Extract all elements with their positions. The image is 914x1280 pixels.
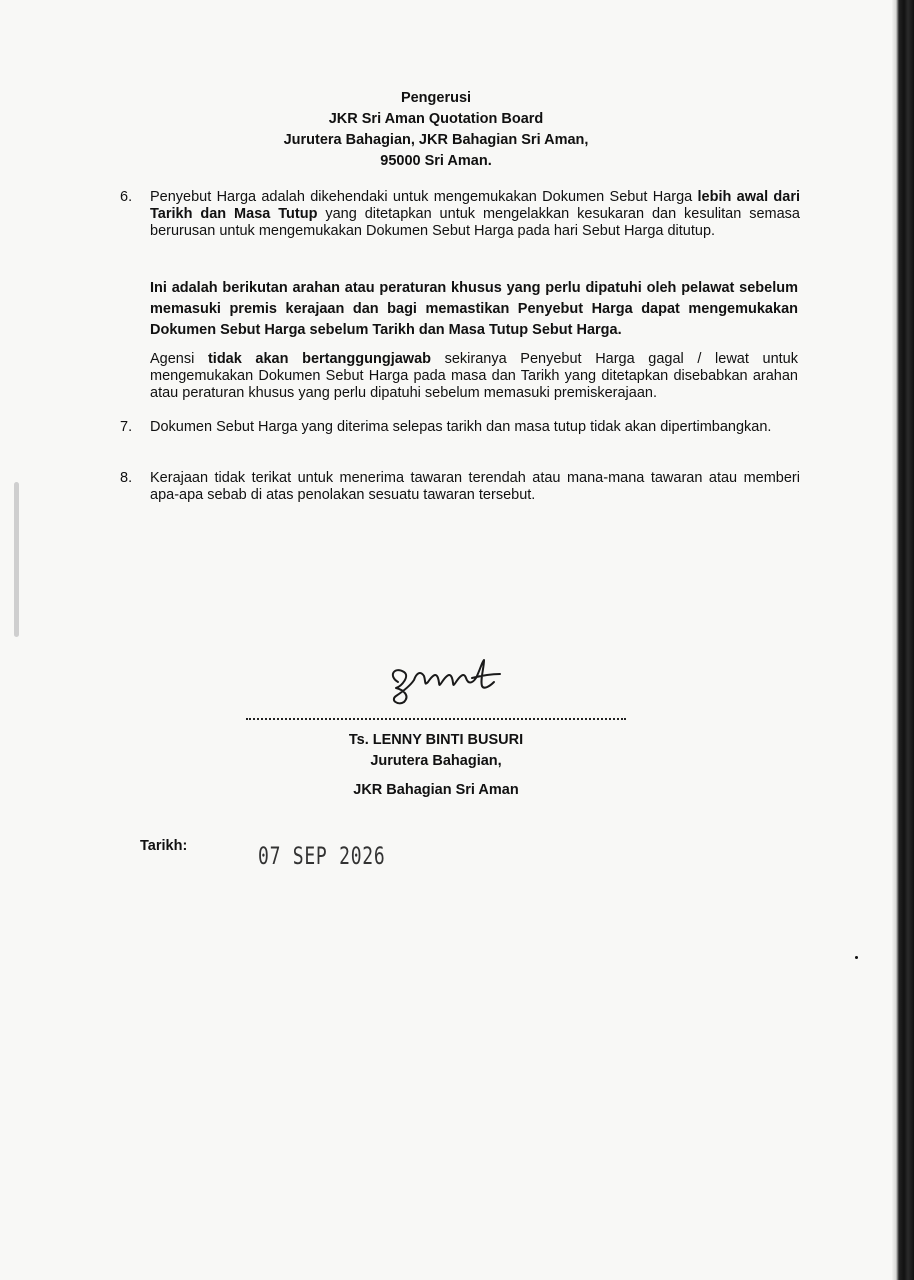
signer-title: Jurutera Bahagian, bbox=[370, 753, 502, 769]
addressee-block bbox=[0, 88, 872, 172]
clause-text: Dokumen Sebut Harga yang diterima selepas tarikh dan masa tutup tidak akan dipertimbangkan. bbox=[150, 419, 772, 435]
date-label: Tarikh: bbox=[140, 838, 188, 854]
scan-border bbox=[892, 0, 914, 1280]
clause-number: 8. bbox=[120, 470, 133, 486]
clause-8 bbox=[120, 470, 800, 504]
date-stamp: 07 SEP 2026 bbox=[258, 842, 386, 870]
addressee-line: 95000 Sri Aman. bbox=[380, 153, 492, 169]
clause-text-emphasis: lebih awal dari Tarikh dan Masa Tutup bbox=[150, 189, 801, 222]
scrollbar-thumb[interactable] bbox=[14, 482, 19, 637]
scan-speck bbox=[855, 956, 858, 959]
clause-text-part: Penyebut Harga adalah dikehendaki untuk mengemukakan Dokumen Sebut Harga bbox=[150, 189, 698, 205]
addressee-line: Pengerusi bbox=[400, 90, 472, 106]
clause-7 bbox=[120, 419, 800, 436]
clause-number: 6. bbox=[120, 189, 133, 205]
clause-6 bbox=[120, 189, 800, 240]
addressee-line: JKR Sri Aman Quotation Board bbox=[328, 111, 544, 127]
agency-text-part: Agensi bbox=[150, 351, 208, 367]
clause-text bbox=[150, 189, 800, 240]
clause-text: Kerajaan tidak terikat untuk menerima tawaran terendah atau mana-mana tawaran atau memberi apa-apa sebab di atas penolakan sesuatu tawaran tersebut. bbox=[150, 470, 800, 503]
clause-text-part: yang ditetapkan untuk mengelakkan kesukaran dan kesulitan semasa berurusan untuk mengemukakan Dokumen Sebut Harga pada hari Sebut Harga ditutup. bbox=[150, 206, 800, 239]
signer-name: Ts. LENNY BINTI BUSURI bbox=[348, 732, 524, 748]
signature-line bbox=[246, 718, 626, 720]
signer-office: JKR Bahagian Sri Aman bbox=[353, 782, 519, 798]
agency-text-part: sekiranya Penyebut Harga gagal / lewat untuk mengemukakan Dokumen Sebut Harga pada masa dan Tarikh yang ditetapkan disebabkan arahan atau peraturan khusus yang perlu dipatuhi sebelum memasuki premiskerajaan. bbox=[150, 351, 798, 401]
clause-number: 7. bbox=[120, 419, 133, 435]
addressee-line: Jurutera Bahagian, JKR Bahagian Sri Aman, bbox=[283, 132, 589, 148]
agency-text-emphasis: tidak akan bertanggungjawab bbox=[207, 351, 431, 367]
handwritten-signature bbox=[380, 652, 520, 712]
notice-paragraph: Ini adalah berikutan arahan atau peraturan khusus yang perlu dipatuhi oleh pelawat sebelum memasuki premis kerajaan dan bagi memastikan Penyebut Harga dapat mengemukakan Dokumen Sebut Harga sebelum Tarikh dan Masa Tutup Sebut Harga. bbox=[150, 280, 798, 338]
signer-block bbox=[246, 730, 626, 801]
agency-paragraph bbox=[150, 351, 798, 402]
